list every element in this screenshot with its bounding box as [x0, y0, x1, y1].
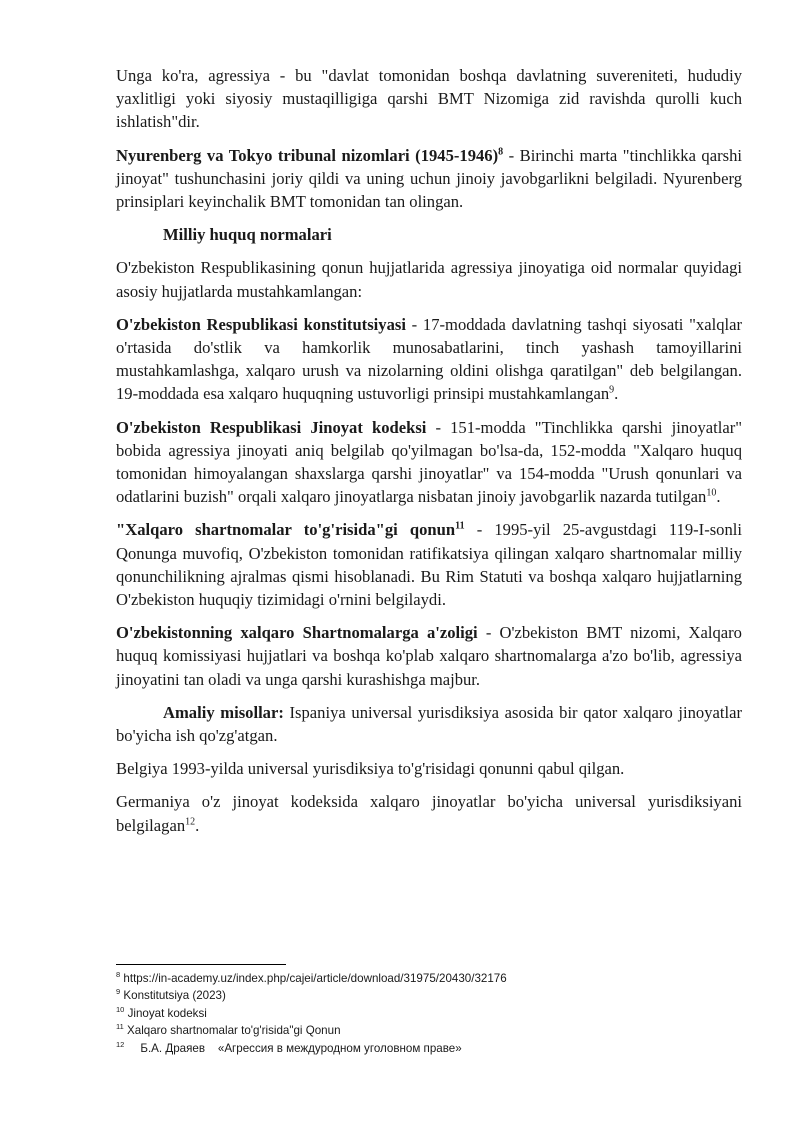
paragraph-title: O'zbekiston Respublikasi konstitutsiyasi	[116, 314, 406, 334]
footnote-number: 8	[116, 970, 121, 980]
paragraph-title: Nyurenberg va Tokyo tribunal nizomlari (1945-1946)	[116, 145, 499, 165]
footnote-number: 10	[116, 1004, 125, 1014]
paragraph-text: - 1995-yil 25-avgustdagi 119-I-sonli Qonunga muvofiq, O'zbekiston tomonidan ratifikatsiya qilingan xalqaro shartnomalar milliy qonunchilikning ajralmas qismi hisoblanadi. Bu Rim Statuti va boshqa xalqaro hujjatlarning O'zbekiston huquqiy tizimidagi o'rnini belgilaydi.	[116, 520, 742, 610]
paragraph-end: .	[716, 487, 721, 507]
footnote-number: 11	[116, 1022, 124, 1032]
paragraph-text: Ispaniya universal yurisdiksiya asosida bir qator xalqaro jinoyatlar bo'yicha ish qo'zg'atgan.	[116, 702, 742, 746]
footnote-text: Xalqaro shartnomalar to'g'risida"gi Qonun	[127, 1024, 341, 1038]
paragraph-aggression-definition	[116, 64, 742, 134]
section-heading: Milliy huquq normalari	[163, 225, 332, 245]
paragraph-text: Germaniya o'z jinoyat kodeksida xalqaro jinoyatlar bo'yicha universal yurisdiksiyani belgilagan	[116, 792, 742, 835]
footnote-ref-10[interactable]: 10	[706, 487, 717, 499]
paragraph-title: O'zbekistonning xalqaro Shartnomalarga a'zoligi	[116, 623, 478, 643]
footnote-10	[116, 1005, 742, 1022]
footnote-9	[116, 987, 742, 1004]
footnote-separator	[116, 964, 286, 965]
paragraph-end: .	[195, 815, 200, 835]
paragraph-belgium	[116, 757, 742, 780]
footnote-ref-9[interactable]: 9	[609, 384, 615, 396]
footnote-ref-8[interactable]: 8	[498, 146, 504, 158]
paragraph-text: Unga ko'ra, agressiya - bu "davlat tomonidan boshqa davlatning suvereniteti, hududiy yaxlitligi yoki siyosiy mustaqilligiga qarshi BMT Nizomiga zid ravishda qurolli kuch ishlatish"dir.	[116, 66, 742, 132]
document-body	[116, 64, 742, 847]
footnote-number: 12	[116, 1039, 125, 1049]
footnote-11	[116, 1022, 742, 1039]
footnote-ref-12[interactable]: 12	[185, 816, 196, 828]
paragraph-title: O'zbekiston Respublikasi Jinoyat kodeksi	[116, 417, 427, 437]
footnote-number: 9	[116, 987, 121, 997]
paragraph-end: .	[614, 384, 619, 404]
footnote-text: Konstitutsiya (2023)	[123, 989, 226, 1003]
paragraph-constitution	[116, 313, 742, 406]
footnote-link[interactable]: https://in-academy.uz/index.php/cajei/article/download/31975/20430/32176	[123, 972, 507, 985]
footnotes	[116, 970, 742, 1057]
footnote-12	[116, 1040, 742, 1057]
paragraph-treaties-law	[116, 518, 742, 611]
paragraph-germany	[116, 790, 742, 836]
paragraph-text: - O'zbekiston BMT nizomi, Xalqaro huquq komissiyasi hujjatlari va boshqa ko'plab xalqaro shartnomalarga a'zo bo'lib, agressiya jinoyatini tan oladi va unga qarshi kurashishga majbur.	[116, 623, 742, 689]
paragraph-membership	[116, 621, 742, 691]
paragraph-title: Amaliy misollar:	[163, 702, 284, 722]
footnote-8	[116, 970, 742, 987]
paragraph-text: - 151-modda "Tinchlikka qarshi jinoyatlar" bobida agressiya jinoyati aniq belgilab qo'yilmagan bo'lsa-da, 152-modda "Xalqaro huquq tomonidan himoyalangan shaxslarga qarshi jinoyatlar" va 154-modda "Urush qonunlari va odatlarini buzish" orqali xalqaro jinoyatlarga nisbatan jinoiy javobgarlik nazarda tutilgan	[116, 417, 742, 507]
footnote-ref-11[interactable]: 11	[455, 520, 465, 532]
paragraph-text: - 17-moddada davlatning tashqi siyosati "xalqlar o'rtasida do'stlik va hamkorlik munosabatlarini, tinch yashash tamoyillarini mustahkamlashga, xalqaro urush va nizolarning oldini olishga qaratilgan" deb belgilangan. 19-moddada esa xalqaro huquqning ustuvorligi prinsipi mustahkamlangan	[116, 314, 742, 404]
paragraph-text: O'zbekiston Respublikasining qonun hujjatlarida agressiya jinoyatiga oid normalar quyidagi asosiy hujjatlarda mustahkamlangan:	[116, 258, 742, 301]
paragraph-nuremberg-tokyo	[116, 144, 742, 214]
paragraph-text: - Birinchi marta "tinchlikka qarshi jinoyat" tushunchasini joriy qildi va uning uchun jinoiy javobgarlikni belgiladi. Nyurenberg prinsiplari keyinchalik BMT tomonidan tan olingan.	[116, 145, 742, 212]
footnote-text: Б.А. Драяев «Агрессия в междуродном уголовном праве»	[140, 1041, 462, 1055]
footnote-text: Jinoyat kodeksi	[127, 1006, 207, 1020]
paragraph-title: "Xalqaro shartnomalar to'g'risida"gi qonun	[116, 520, 456, 540]
paragraph-practical-examples	[116, 701, 742, 747]
paragraph-criminal-code	[116, 416, 742, 509]
paragraph-text: Belgiya 1993-yilda universal yurisdiksiya to'g'risidagi qonunni qabul qilgan.	[116, 759, 625, 779]
paragraph-national-law-intro	[116, 256, 742, 302]
